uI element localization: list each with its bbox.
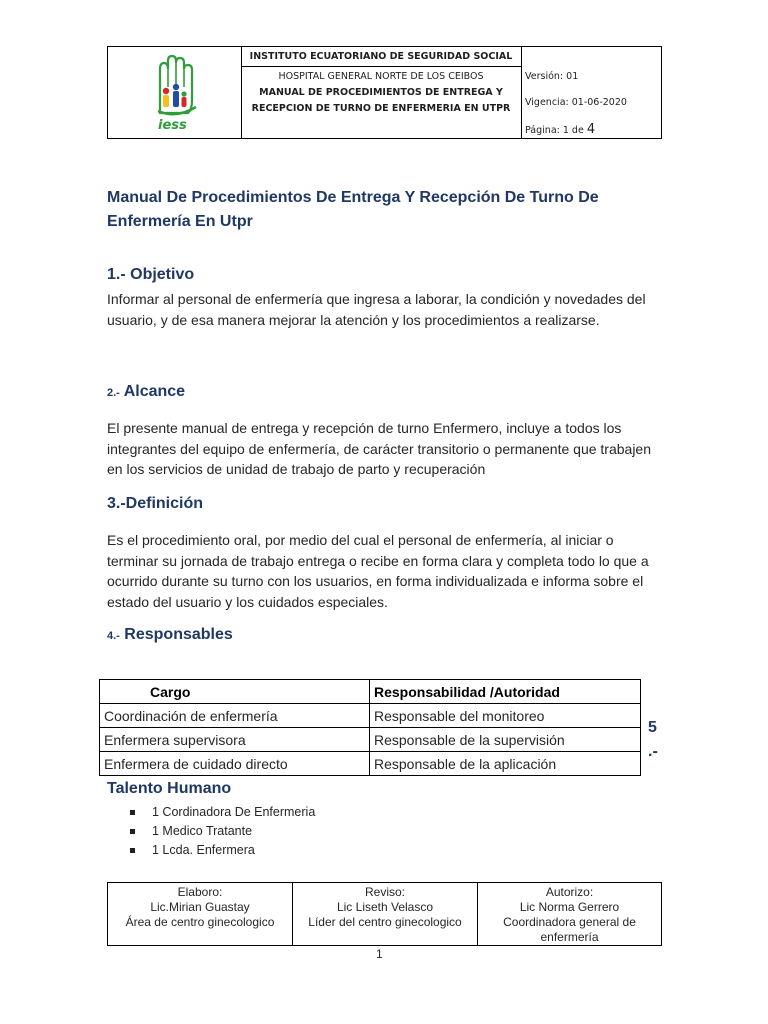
list-item: 1 Lcda. Enfermera <box>130 841 315 860</box>
signature-position: Coordinadora general de enfermería <box>503 915 636 944</box>
signature-reviso <box>293 883 478 945</box>
bullet-square-icon <box>130 848 135 853</box>
table-cell: Responsable del monitoreo <box>370 704 641 728</box>
table-cell: Enfermera de cuidado directo <box>100 752 370 776</box>
objetivo-text: Informar al personal de enfermería que ingresa a laborar, la condición y novedades del usuario, y de esa manera mejorar la atención y los procedimientos a realizarse. <box>107 291 646 328</box>
table-cell: Responsable de la aplicación <box>370 752 641 776</box>
table-cell: Enfermera supervisora <box>100 728 370 752</box>
talento-section-number <box>648 716 658 764</box>
signature-position: Área de centro ginecologico <box>125 915 275 929</box>
signature-elaboro <box>108 883 293 945</box>
logo-cell <box>108 47 242 138</box>
page-number: 1 <box>376 947 383 961</box>
table-row <box>100 752 641 776</box>
bullet-square-icon <box>130 810 135 815</box>
heading-alcance <box>107 383 185 401</box>
talento-number: 5 <box>648 719 657 736</box>
table-header-row <box>100 680 641 704</box>
table-cell: Responsable de la supervisión <box>370 728 641 752</box>
page-label: Página: 1 de <box>525 125 587 136</box>
signature-position: Líder del centro ginecologico <box>308 915 462 929</box>
list-item: 1 Cordinadora De Enfermeria <box>130 803 315 822</box>
alcance-text: El presente manual de entrega y recepción de turno Enfermero, incluye a todos los integrantes del equipo de enfermería, de carácter transitorio o permanente que trabajen en los servicios de unidad de trabajo de parto y recuperación <box>107 420 652 477</box>
heading-talento-humano: Talento Humano <box>107 780 232 797</box>
responsables-number: 4.- <box>107 630 120 642</box>
heading-responsables <box>107 626 233 644</box>
signature-name: Lic Norma Gerrero <box>519 900 620 914</box>
signature-role: Autorizo: <box>545 885 594 899</box>
signature-name: Lic.Mirian Guastay <box>150 900 250 914</box>
table-cell: Coordinación de enfermería <box>100 704 370 728</box>
header-title-cell <box>241 47 522 138</box>
alcance-number: 2.- <box>107 387 120 399</box>
manual-title-line2: RECEPCION DE TURNO DE ENFERMERIA EN UTPR <box>251 103 511 114</box>
table-header-cargo: Cargo <box>100 680 370 704</box>
document-title: Manual De Procedimientos De Entrega Y Recepción De Turno De Enfermería En Utpr <box>107 189 599 230</box>
responsables-title: Responsables <box>119 626 233 643</box>
logo-wordmark: iess <box>158 118 187 133</box>
validity-label: Vigencia: 01-06-2020 <box>525 97 627 108</box>
hospital-name: HOSPITAL GENERAL NORTE DE LOS CEIBOS <box>278 71 484 82</box>
definicion-text: Es el procedimiento oral, por medio del cual el personal de enfermería, al iniciar o terminar su jornada de trabajo entrega o recibe en forma clara y completa todo lo que a ocurrido durante su turno con los usuarios, en forma individualizada e informa sobre el estado del usuario y los cuidados especiales. <box>107 532 649 610</box>
signature-name: Lic Liseth Velasco <box>336 900 434 914</box>
alcance-title: Alcance <box>119 383 186 400</box>
document-header-table <box>107 46 662 139</box>
responsables-table <box>99 679 641 776</box>
signature-autorizo <box>478 883 661 945</box>
bullet-square-icon <box>130 829 135 834</box>
version-label: Versión: 01 <box>525 71 579 82</box>
header-divider <box>241 66 521 67</box>
iess-logo <box>108 47 241 138</box>
signature-role: Reviso: <box>364 885 405 899</box>
table-row <box>100 704 641 728</box>
page-total: 4 <box>586 122 596 137</box>
institution-name: INSTITUTO ECUATORIANO DE SEGURIDAD SOCIAL <box>249 51 513 62</box>
header-meta-cell <box>521 47 661 138</box>
heading-objetivo: 1.- Objetivo <box>107 266 195 283</box>
manual-title-line1: MANUAL DE PROCEDIMIENTOS DE ENTREGA Y <box>259 87 503 98</box>
signature-role: Elaboro: <box>177 885 223 899</box>
heading-definicion: 3.-Definición <box>107 495 204 512</box>
list-item: 1 Medico Tratante <box>130 822 315 841</box>
talento-number-dash: .- <box>648 743 658 760</box>
page-count-label <box>525 122 595 137</box>
table-header-responsabilidad: Responsabilidad /Autoridad <box>370 680 641 704</box>
signature-table <box>107 882 662 946</box>
table-row <box>100 728 641 752</box>
talento-list <box>130 803 315 860</box>
